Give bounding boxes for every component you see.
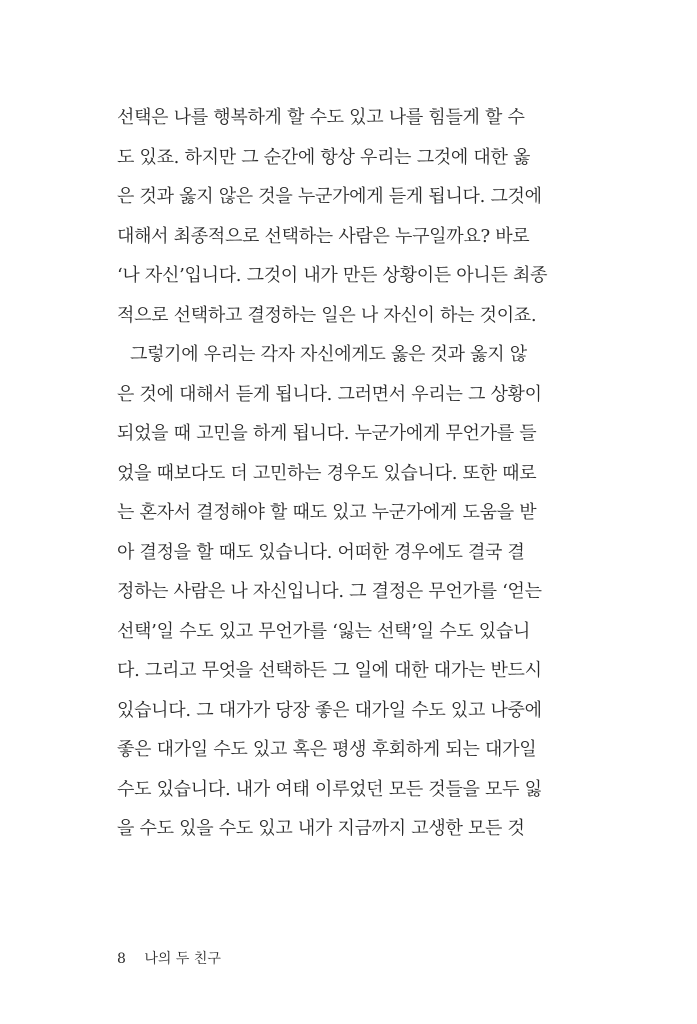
text-line: 아 결정을 할 때도 있습니다. 어떠한 경우에도 결국 결 <box>117 541 525 563</box>
text-line: 되었을 때 고민을 하게 됩니다. 누군가에게 무언가를 들 <box>117 423 537 444</box>
text-line: 적으로 선택하고 결정하는 일은 나 자신이 하는 것이죠. <box>117 304 537 326</box>
page-footer <box>117 948 221 968</box>
text-line: 좋은 대가일 수도 있고 혹은 평생 후회하게 되는 대가일 <box>117 739 537 760</box>
text-line: 그렇기에 우리는 각자 자신에게도 옳은 것과 옳지 않 <box>130 344 527 365</box>
text-line: 선택은 나를 행복하게 할 수도 있고 나를 힘들게 할 수 <box>117 107 525 128</box>
text-line: ‘나 자신’입니다. 그것이 내가 만든 상황이든 아니든 최종 <box>117 265 548 286</box>
text-line: 정하는 사람은 나 자신입니다. 그 결정은 무언가를 ‘얻는 <box>117 581 542 602</box>
text-line: 도 있죠. 하지만 그 순간에 항상 우리는 그것에 대한 옳 <box>117 146 531 168</box>
page-number: 8 <box>117 951 126 967</box>
text-line: 있습니다. 그 대가가 당장 좋은 대가일 수도 있고 나중에 <box>117 699 542 721</box>
text-line: 는 혼자서 결정해야 할 때도 있고 누군가에게 도움을 받 <box>117 502 537 523</box>
text-line: 선택’일 수도 있고 무언가를 ‘잃는 선택’일 수도 있습니 <box>117 620 531 642</box>
text-line: 다. 그리고 무엇을 선택하든 그 일에 대한 대가는 반드시 <box>117 660 542 681</box>
text-line: 대해서 최종적으로 선택하는 사람은 누구일까요? 바로 <box>117 225 530 247</box>
text-line: 었을 때보다도 더 고민하는 경우도 있습니다. 또한 때로 <box>117 462 537 484</box>
text-line: 은 것에 대해서 듣게 됩니다. 그러면서 우리는 그 상황이 <box>117 383 542 405</box>
text-line: 은 것과 옳지 않은 것을 누군가에게 듣게 됩니다. 그것에 <box>117 186 542 207</box>
body-text <box>117 98 565 849</box>
text-line: 수도 있습니다. 내가 여태 이루었던 모든 것들을 모두 잃 <box>117 778 542 800</box>
book-title: 나의 두 친구 <box>144 951 221 967</box>
text-line: 을 수도 있을 수도 있고 내가 지금까지 고생한 모든 것 <box>117 818 525 839</box>
